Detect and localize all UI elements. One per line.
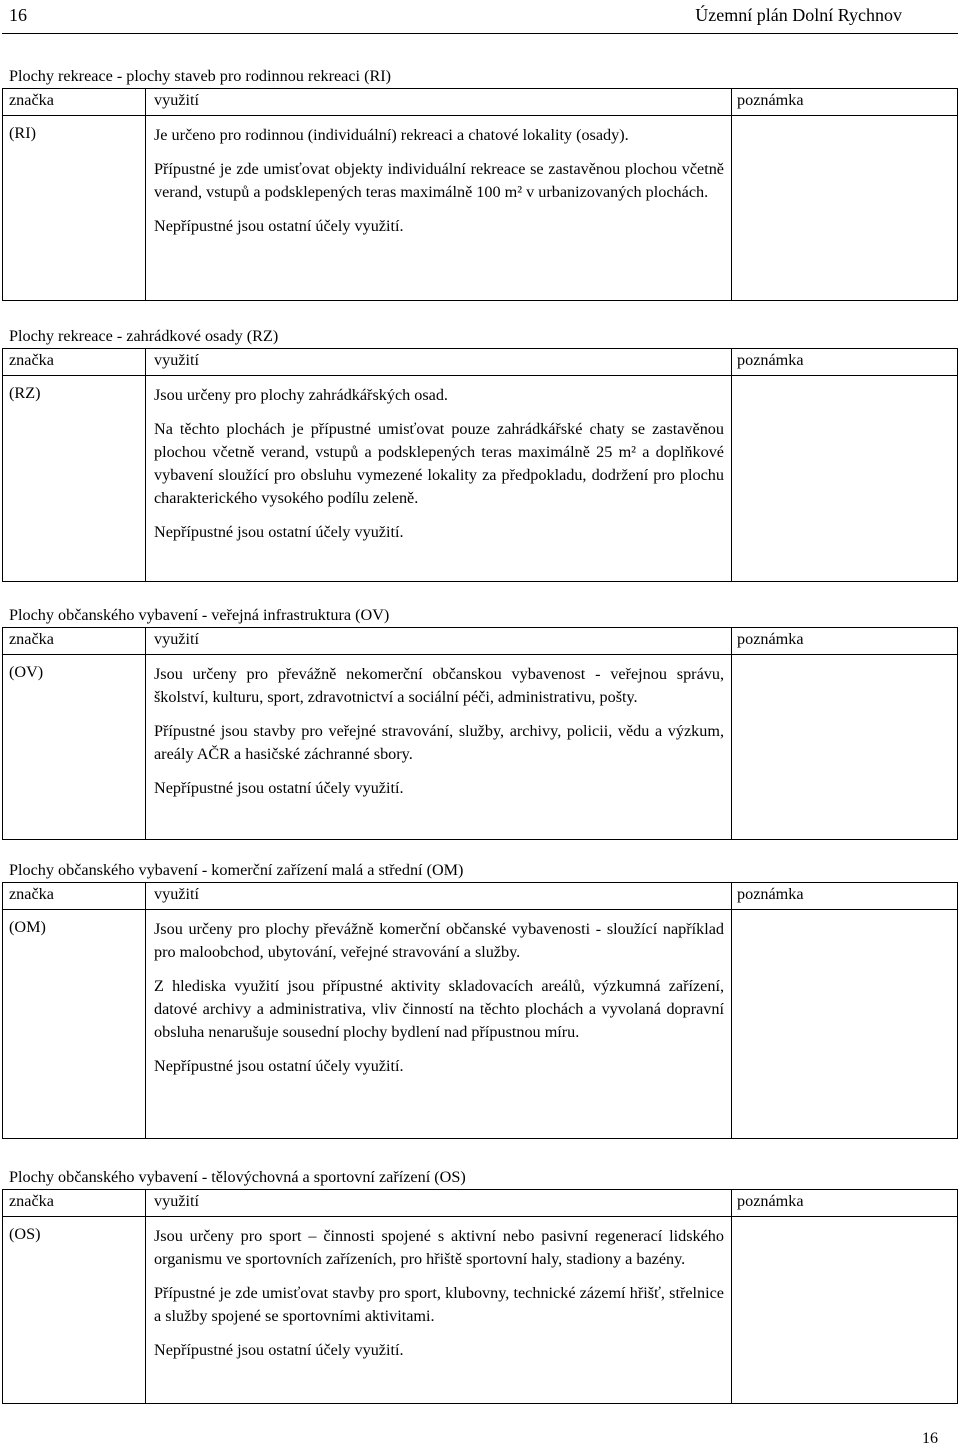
column-header-use: využití bbox=[154, 91, 199, 109]
column-header-use: využití bbox=[154, 351, 199, 369]
section-os bbox=[2, 1165, 958, 1404]
area-code: (OV) bbox=[9, 663, 44, 681]
usage-paragraph: Nepřípustné jsou ostatní účely využití. bbox=[154, 523, 404, 541]
section-table bbox=[2, 882, 958, 1139]
section-title: Plochy občanského vybavení - veřejná infrastruktura (OV) bbox=[9, 606, 390, 624]
section-title: Plochy rekreace - zahrádkové osady (RZ) bbox=[9, 327, 279, 345]
usage-paragraph: Jsou určeny pro sport – činnosti spojené s aktivní nebo pasivní regenerací lidského organismu ve sportovních zařízeních, pro hřiště sportovní haly, stadiony a bazény. bbox=[154, 1227, 724, 1268]
table-row bbox=[2, 376, 958, 581]
table-header-row bbox=[2, 349, 958, 376]
usage-paragraph: Na těchto plochách je přípustné umisťovat pouze zahrádkářské chaty se zastavěnou plochou včetně verand, vstupů a podsklepených teras maximálně 25 m² a doplňkové vybavení sloužící pro obsluhu vymezené lokality za předpokladu, dodržení pro plochu charakterického vysokého podílu zeleně. bbox=[154, 420, 724, 507]
column-header-note: poznámka bbox=[737, 351, 804, 369]
column-header-note: poznámka bbox=[737, 1192, 804, 1210]
section-om bbox=[2, 858, 958, 1139]
column-header-use: využití bbox=[154, 1192, 199, 1210]
table-header-row bbox=[2, 628, 958, 655]
column-header-code: značka bbox=[9, 351, 54, 369]
usage-paragraph: Nepřípustné jsou ostatní účely využití. bbox=[154, 217, 404, 235]
section-table bbox=[2, 88, 958, 301]
column-header-use: využití bbox=[154, 630, 199, 648]
column-header-code: značka bbox=[9, 1192, 54, 1210]
table-row bbox=[2, 1217, 958, 1403]
usage-paragraph: Nepřípustné jsou ostatní účely využití. bbox=[154, 779, 404, 797]
section-table bbox=[2, 627, 958, 840]
table-row bbox=[2, 655, 958, 839]
column-header-code: značka bbox=[9, 91, 54, 109]
area-code: (RZ) bbox=[9, 384, 41, 402]
table-row bbox=[2, 116, 958, 300]
area-code: (OM) bbox=[9, 918, 46, 936]
table-header-row bbox=[2, 883, 958, 910]
usage-paragraph: Je určeno pro rodinnou (individuální) rekreaci a chatové lokality (osady). bbox=[154, 126, 629, 144]
area-code: (RI) bbox=[9, 124, 36, 142]
usage-paragraph: Jsou určeny pro plochy převážně komerční občanské vybavenosti - sloužící například pro maloobchod, ubytování, veřejné stravování a služby. bbox=[154, 920, 724, 961]
column-header-use: využití bbox=[154, 885, 199, 903]
usage-paragraph: Nepřípustné jsou ostatní účely využití. bbox=[154, 1057, 404, 1075]
usage-paragraph: Jsou určeny pro plochy zahrádkářských osad. bbox=[154, 386, 448, 404]
column-header-code: značka bbox=[9, 630, 54, 648]
usage-paragraph: Přípustné jsou stavby pro veřejné stravování, služby, archivy, policii, vědu a výzkum, areály AČR a hasičské záchranné sbory. bbox=[154, 722, 724, 763]
document-title: Územní plán Dolní Rychnov bbox=[695, 5, 902, 25]
page-number-top: 16 bbox=[9, 5, 27, 25]
section-table bbox=[2, 1189, 958, 1404]
usage-text bbox=[154, 384, 724, 544]
table-header-row bbox=[2, 1190, 958, 1217]
section-title: Plochy rekreace - plochy staveb pro rodinnou rekreaci (RI) bbox=[9, 67, 392, 85]
usage-paragraph: Z hlediska využití jsou přípustné aktivity skladovacích areálů, výzkumná zařízení, datové archivy a administrativa, vliv činností na těchto plochách a vyvolaná dopravní obsluha nenarušuje sousední plochy bydlení nad přípustnou míru. bbox=[154, 977, 724, 1041]
column-header-note: poznámka bbox=[737, 885, 804, 903]
table-header-row bbox=[2, 89, 958, 116]
column-header-note: poznámka bbox=[737, 630, 804, 648]
usage-paragraph: Přípustné je zde umisťovat objekty individuální rekreace se zastavěnou plochou včetně verand, vstupů a podsklepených teras maximálně 100 m² v urbanizovaných plochách. bbox=[154, 160, 724, 201]
section-title: Plochy občanského vybavení - tělovýchovná a sportovní zařízení (OS) bbox=[9, 1168, 466, 1186]
column-header-code: značka bbox=[9, 885, 54, 903]
usage-text bbox=[154, 918, 724, 1078]
area-code: (OS) bbox=[9, 1225, 41, 1243]
usage-paragraph: Jsou určeny pro převážně nekomerční občanskou vybavenost - veřejnou správu, školství, kulturu, sport, zdravotnictví a sociální péči, administrativu, pošty. bbox=[154, 665, 724, 706]
page-number-bottom: 16 bbox=[922, 1430, 938, 1447]
section-rz bbox=[2, 324, 958, 582]
usage-paragraph: Nepřípustné jsou ostatní účely využití. bbox=[154, 1341, 404, 1359]
section-ov bbox=[2, 603, 958, 840]
page-header bbox=[9, 5, 902, 27]
header-rule bbox=[2, 33, 958, 34]
section-ri bbox=[2, 64, 958, 301]
table-row bbox=[2, 910, 958, 1138]
section-title: Plochy občanského vybavení - komerční zařízení malá a střední (OM) bbox=[9, 861, 464, 879]
section-table bbox=[2, 348, 958, 582]
usage-text bbox=[154, 1225, 724, 1362]
usage-text bbox=[154, 124, 724, 238]
usage-paragraph: Přípustné je zde umisťovat stavby pro sport, klubovny, technické zázemí hřišť, střelnice a služby spojené se sportovními aktivitami. bbox=[154, 1284, 724, 1325]
usage-text bbox=[154, 663, 724, 800]
column-header-note: poznámka bbox=[737, 91, 804, 109]
